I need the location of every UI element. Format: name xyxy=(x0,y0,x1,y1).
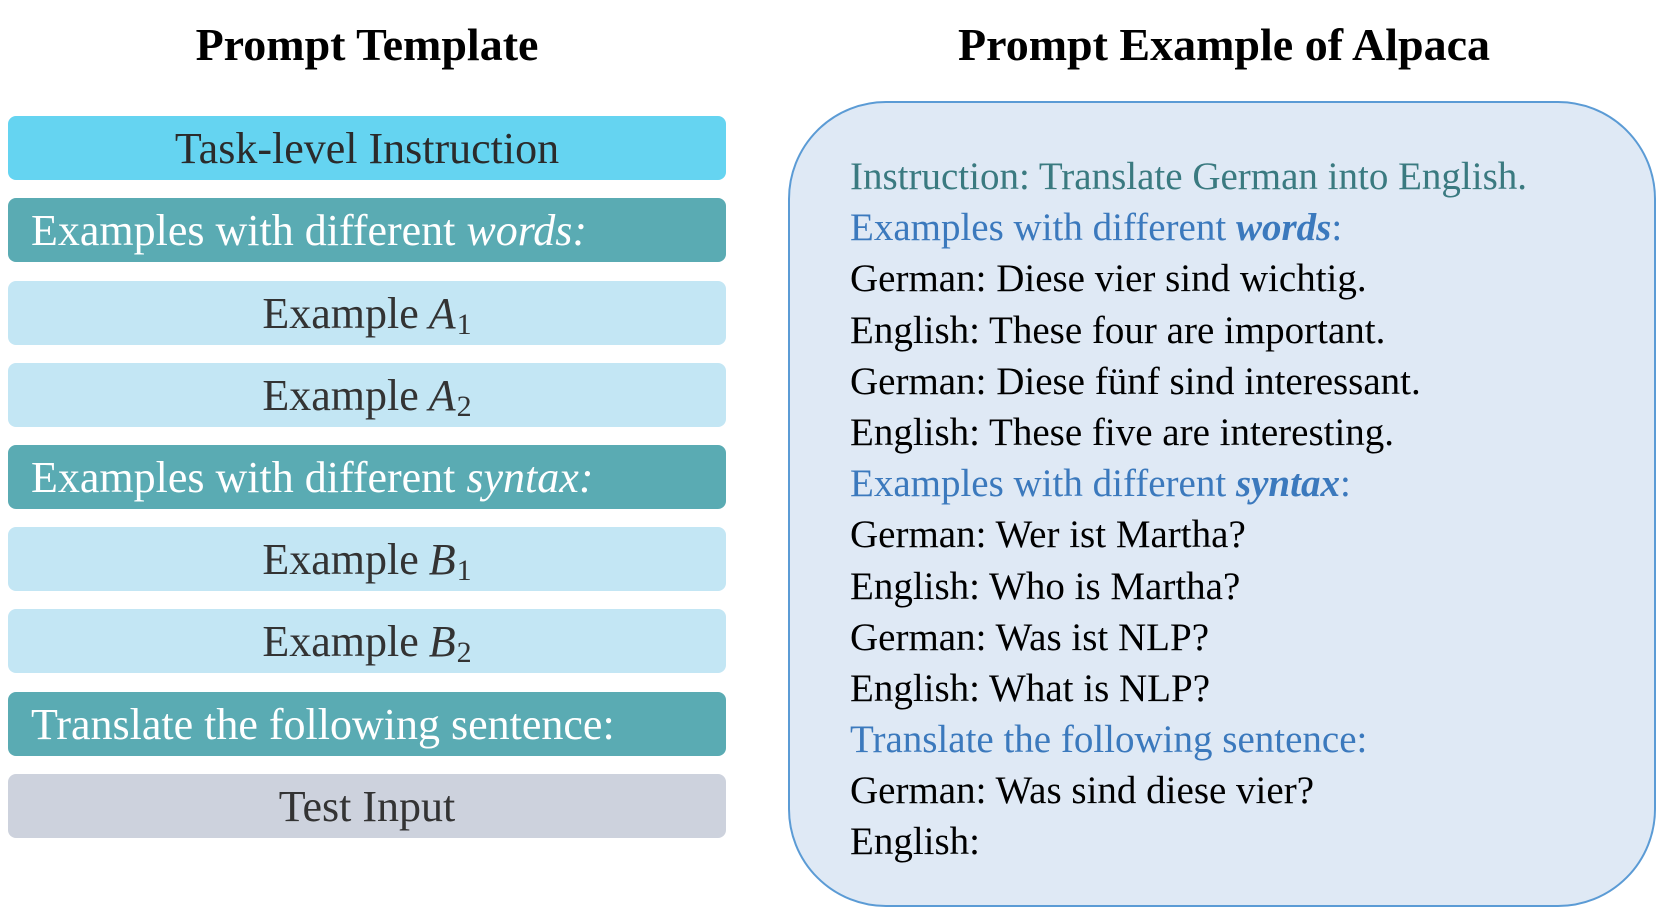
words-header-label: Examples with different xyxy=(31,205,467,255)
example-a2-variable: A xyxy=(428,370,456,420)
example-b1-subscript: 1 xyxy=(456,554,472,587)
syntax-header-emphasis: syntax: xyxy=(466,452,594,502)
translate-sentence-label: Translate the following sentence: xyxy=(31,699,615,749)
syntax-examples-heading xyxy=(850,458,1527,509)
task-instruction-label: Task-level Instruction xyxy=(174,123,560,173)
syntax-heading-colon: : xyxy=(1339,462,1351,506)
test-input-block xyxy=(8,774,726,838)
words-examples-heading xyxy=(850,202,1527,253)
syntax-heading-text: Examples with different xyxy=(850,462,1236,506)
example-b1-block xyxy=(8,527,726,591)
test-german-line: German: Was sind diese vier? xyxy=(850,769,1315,813)
test-english-line: English: xyxy=(850,820,981,864)
syntax-heading-emphasis: syntax xyxy=(1235,462,1340,506)
translate-sentence-block xyxy=(8,692,726,756)
example-a1-variable: A xyxy=(428,288,456,338)
example-a2-block xyxy=(8,363,726,427)
example-a1-label: Example xyxy=(262,288,419,338)
example-lines xyxy=(850,151,1527,868)
words-heading-emphasis: words xyxy=(1235,206,1332,250)
example-b1-label: Example xyxy=(262,534,419,584)
example-line: German: Diese fünf sind interessant. xyxy=(850,359,1421,403)
syntax-examples-header xyxy=(8,445,726,509)
example-line: German: Wer ist Martha? xyxy=(850,513,1246,557)
example-b1-variable: B xyxy=(428,534,456,584)
example-line: German: Was ist NLP? xyxy=(850,615,1209,659)
example-line: English: What is NLP? xyxy=(850,666,1211,710)
example-b2-subscript: 2 xyxy=(456,636,472,669)
syntax-header-label: Examples with different xyxy=(31,452,467,502)
example-a1-block xyxy=(8,281,726,345)
example-a1-subscript: 1 xyxy=(456,308,472,341)
example-a2-subscript: 2 xyxy=(456,390,472,423)
words-header-emphasis: words: xyxy=(466,205,588,255)
example-line: German: Diese vier sind wichtig. xyxy=(850,257,1367,301)
words-heading-text: Examples with different xyxy=(850,206,1236,250)
alpaca-example-card xyxy=(788,101,1656,907)
words-heading-colon: : xyxy=(1331,206,1343,250)
example-b2-variable: B xyxy=(428,616,456,666)
test-input-label: Test Input xyxy=(278,781,456,831)
prompt-example-title: Prompt Example of Alpaca xyxy=(958,19,1490,70)
translate-heading: Translate the following sentence: xyxy=(850,718,1368,762)
example-b2-label: Example xyxy=(262,616,419,666)
words-examples-header xyxy=(8,198,726,262)
example-a2-label: Example xyxy=(262,370,419,420)
instruction-line: Instruction: Translate German into English. xyxy=(850,155,1528,198)
example-line: English: Who is Martha? xyxy=(850,564,1241,608)
example-line: English: These five are interesting. xyxy=(850,410,1395,454)
example-b2-block xyxy=(8,609,726,673)
example-line: English: These four are important. xyxy=(850,308,1386,352)
prompt-template-title: Prompt Template xyxy=(195,19,539,70)
task-instruction-block xyxy=(8,116,726,180)
